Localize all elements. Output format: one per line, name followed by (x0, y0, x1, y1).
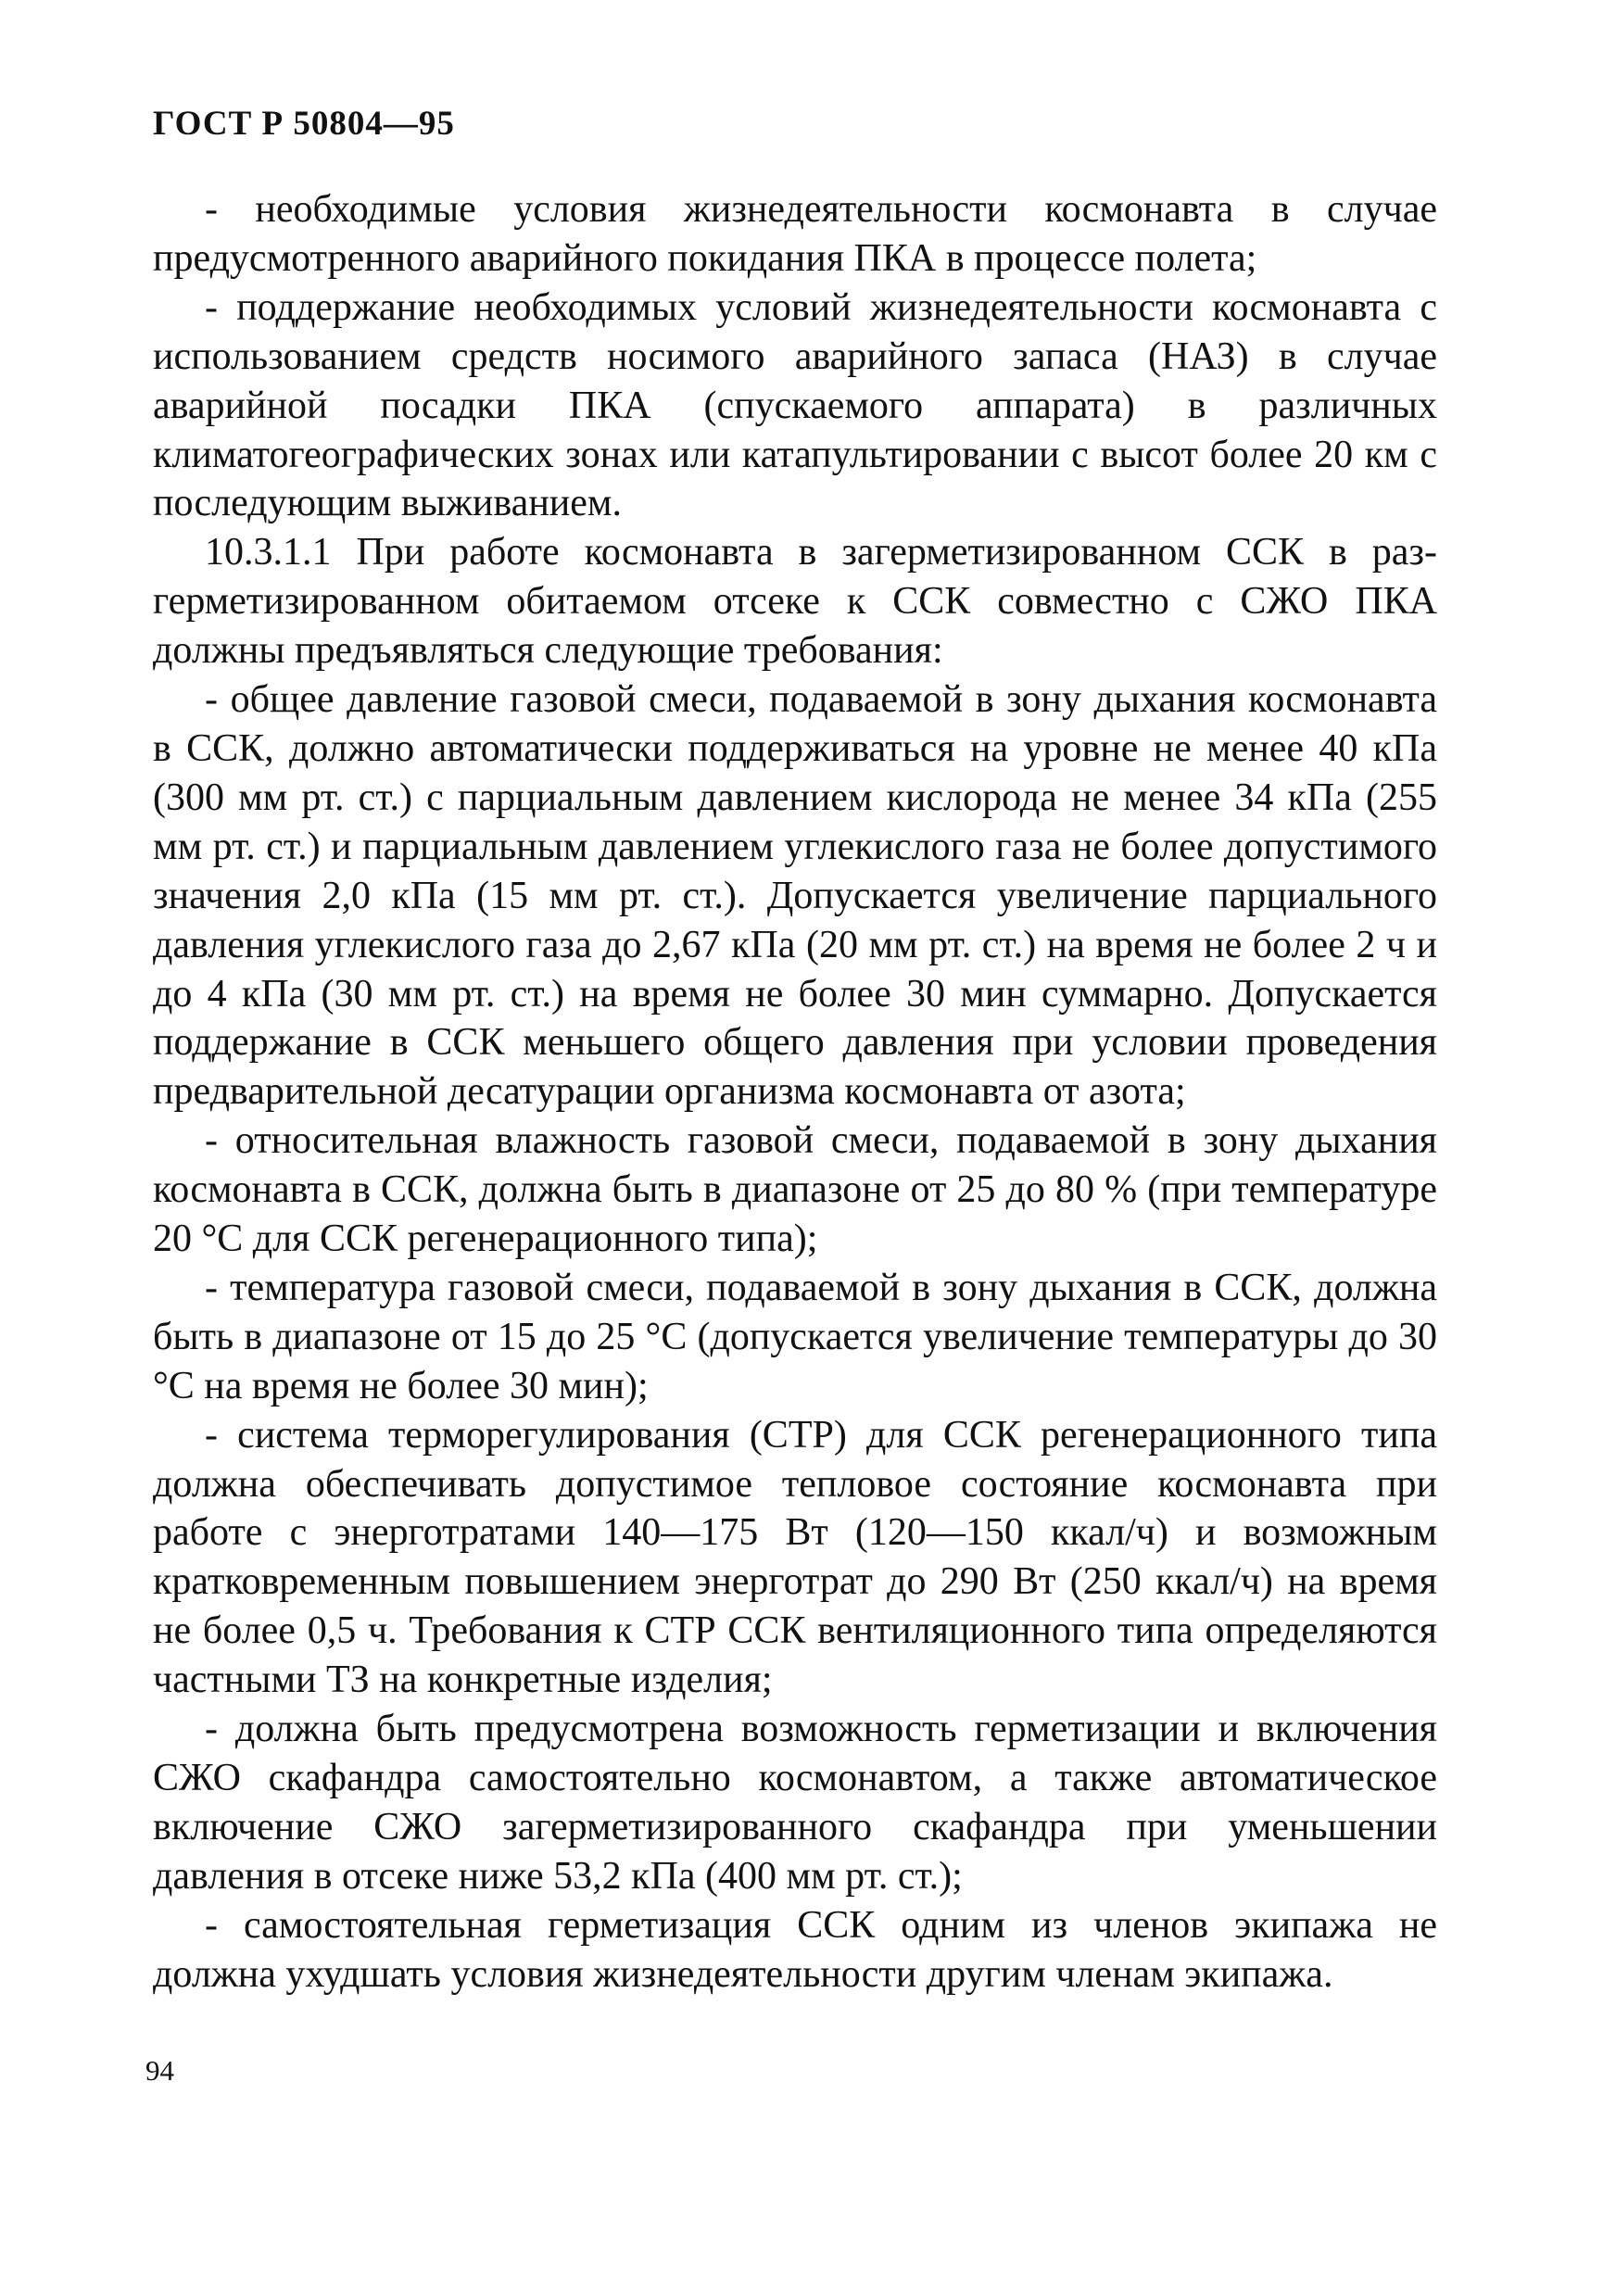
paragraph-humidity-requirement: - относительная влажность газовой смеси, подаваемой в зону дыхания космонавта в ССК, должна быть в диапазоне от 25 до 80 % (при температуре 20 °С для ССК регенерационного типа); (153, 1119, 1437, 1261)
paragraph-gas-pressure-requirement: - общее давление газовой смеси, подаваемой в зону дыхания космонавта в ССК, должно автоматически поддерживаться на уровне не менее 40 кПа (300 мм рт. ст.) с парциальным давлением кислорода не менее 34 кПа (255 мм рт. ст.) и парциальным давлением углекислого газа не более допустимого значения 2,0 кПа (15 мм рт. ст.). Допускается увеличение парциального давления углекислого газа до 2,67 кПа (20 мм рт. ст.) на время не более 2 ч и до 4 кПа (30 мм рт. ст.) на время не более 30 мин суммарно. Допускается поддержание в ССК меньшего общего давления при условии проведения предварительной десатурации организма космонавта от азота; (153, 678, 1437, 1114)
paragraph-emergency-supply: - поддержание необходимых условий жизнедеятельности космонавта с использованием средств носимого аварийного запаса (НАЗ) в случае аварийной посадки ПКА (спускаемого аппарата) в различных климатогеографических зонах или катапультировании с высот более 20 км с последующим выживанием. (153, 285, 1437, 525)
page-header-standard-code: ГОСТ Р 50804—95 (153, 105, 455, 143)
page-number: 94 (145, 2054, 174, 2087)
paragraph-clause-10-3-1-1: 10.3.1.1 При работе космонавта в загерметизированном ССК в разгерметизированном обитаемом отсеке к ССК совместно с СЖО ПКА должны предъявляться следующие требования: (153, 531, 1437, 673)
paragraph-emergency-exit-conditions: - необходимые условия жизнедеятельности космонавта в случае предусмотренного аварийного покидания ПКА в процессе полета; (153, 188, 1437, 280)
paragraph-sealing-activation: - должна быть предусмотрена возможность герметизации и включения СЖО скафандра самостоятельно космонавтом, а также автоматическое включение СЖО загерметизированного скафандра при уменьшении давления в отсеке ниже 53,2 кПа (400 мм рт. ст.); (153, 1708, 1437, 1898)
document-body (153, 185, 1437, 2000)
paragraph-thermoregulation-system: - система терморегулирования (СТР) для ССК регенерационного типа должна обеспечивать допустимое тепловое состояние космонавта при работе с энерготратами 140—175 Вт (120—150 ккал/ч) и возможным кратковременным повышением энерготрат до 290 Вт (250 ккал/ч) на время не более 0,5 ч. Требования к СТР ССК вентиляционного типа определяются частными ТЗ на конкретные изделия; (153, 1413, 1437, 1702)
paragraph-independent-sealing: - самостоятельная герметизация ССК одним из членов экипажа не должна ухудшать условия жизнедеятельности другим членам экипажа. (153, 1903, 1437, 1996)
paragraph-temperature-requirement: - температура газовой смеси, подаваемой в зону дыхания в ССК, должна быть в диапазоне от 15 до 25 °С (допускается увеличение температуры до 30 °С на время не более 30 мин); (153, 1266, 1437, 1407)
